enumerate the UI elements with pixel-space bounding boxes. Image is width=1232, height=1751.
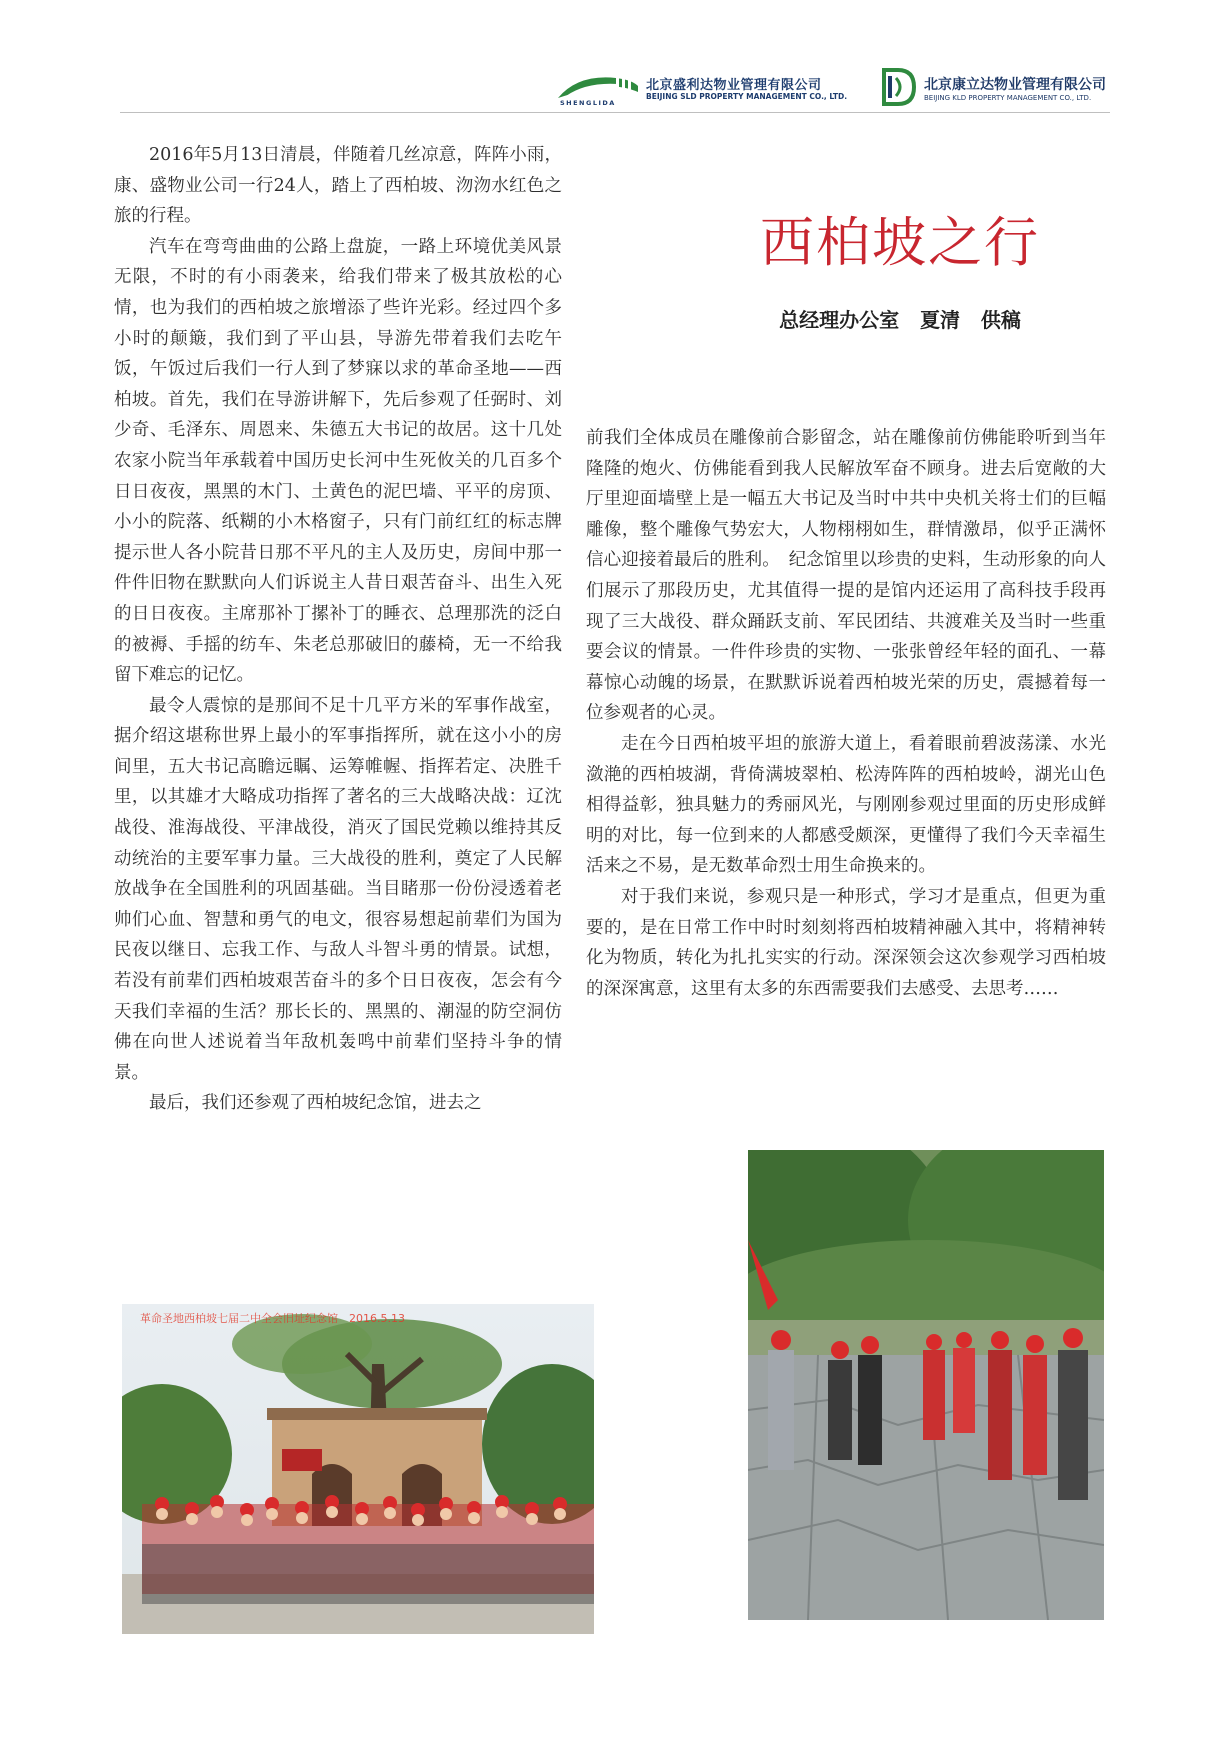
article-byline: 总经理办公室 夏清 供稿 [779,308,1021,332]
sld-company-logo [556,72,856,108]
paragraph: 最令人震惊的是那间不足十几平方米的军事作战室，据介绍这堪称世界上最小的军事指挥所，就在这小小的房间里，五大书记高瞻远瞩、运筹帷幄、指挥若定、决胜千里，以其雄才大略成功指挥了著名的三大战略决战：辽沈战役、淮海战役、平津战役，消灭了国民党赖以维持其反动统治的主要军事力量。三大战役的胜利，奠定了人民解放战争在全国胜利的巩固基础。当目睹那一份份浸透着老帅们心血、智慧和勇气的电文，很容易想起前辈们为国为民夜以继日、忘我工作、与敌人斗智斗勇的情景。试想，若没有前辈们西柏坡艰苦奋斗的多个日日夜夜，怎会有今天我们幸福的生活？那长长的、黑黑的、潮湿的防空洞仿佛在向世人述说着当年敌机轰鸣中前辈们坚持斗争的情景。 [114,695,562,1083]
svg-text:SHENGLIDA: SHENGLIDA [560,99,616,106]
group-photo-image [122,1304,594,1634]
paragraph: 前我们全体成员在雕像前合影留念，站在雕像前仿佛能聆听到当年隆隆的炮火、仿佛能看到我人民解放军奋不顾身。进去后宽敞的大厅里迎面墙壁上是一幅五大书记及当时中共中央机关将士们的巨幅雕像，整个雕像气势宏大，人物栩栩如生，群情激昂，似乎正满怀信心迎接着最后的胜利。 纪念馆里以珍贵的史料，生动形象的向人们展示了那段历史，尤其值得一提的是馆内还运用了高科技手段再现了三大战役、群众踊跃支前、军民团结、共渡难关及当时一些重要会议的情景。一件件珍贵的实物、一张张曾经年轻的面孔、一幕幕惊心动魄的场景，在默默诉说着西柏坡光荣的历史，震撼着每一位参观者的心灵。 [586,428,1106,724]
kld-company-logo [878,66,1112,110]
paragraph: 走在今日西柏坡平坦的旅游大道上，看着眼前碧波荡漾、水光潋滟的西柏坡湖，背倚满坡翠柏、松涛阵阵的西柏坡岭，湖光山色相得益彰，独具魅力的秀丽风光，与刚刚参观过里面的历史形成鲜明的对比，每一位到来的人都感受颇深，更懂得了我们今天幸福生活来之不易，是无数革命烈士用生命换来的。 [586,733,1106,877]
plaza-photo-image [748,1150,1104,1620]
paragraph: 汽车在弯弯曲曲的公路上盘旋，一路上环境优美风景无限，不时的有小雨袭来，给我们带来了极其放松的心情，也为我们的西柏坡之旅增添了些许光彩。经过四个多小时的颠簸，我们到了平山县，导游先带着我们去吃午饭，午饭过后我们一行人到了梦寐以求的革命圣地——西柏坡。首先，我们在导游讲解下，先后参观了任弼时、刘少奇、毛泽东、周恩来、朱德五大书记的故居。这十几处农家小院当年承载着中国历史长河中生死攸关的几百多个日日夜夜，黑黑的木门、土黄色的泥巴墙、平平的房顶、小小的院落、纸糊的小木格窗子，只有门前红红的标志牌提示世人各小院昔日那不平凡的主人及历史，房间中那一件件旧物在默默向人们诉说主人昔日艰苦奋斗、出生入死的日日夜夜。主席那补丁摞补丁的睡衣、总理那洗的泛白的被褥、手摇的纺车、朱老总那破旧的藤椅，无一不给我留下难忘的记忆。 [114,236,562,686]
kld-company-name-cn: 北京康立达物业管理有限公司 [924,77,1106,93]
sld-logo-icon [556,72,640,106]
kld-logo-icon [878,66,918,108]
sld-company-name-en: BEIJING SLD PROPERTY MANAGEMENT CO., LTD. [646,92,848,101]
photo-caption: 革命圣地西柏坡七届二中全会旧址纪念馆 2016.5.13 [140,1312,405,1325]
plaza-photo [748,1150,1104,1620]
article-title: 西柏坡之行 [760,211,1040,274]
paragraph: 2016年5月13日清晨，伴随着几丝凉意，阵阵小雨，康、盛物业公司一行24人，踏上了西柏坡、沕沕水红色之旅的行程。 [114,145,562,227]
left-text-column [114,140,562,1119]
paragraph: 对于我们来说，参观只是一种形式，学习才是重点，但更为重要的，是在日常工作中时时刻刻将西柏坡精神融入其中，将精神转化为物质，转化为扎扎实实的行动。深深领会这次参观学习西柏坡的深深寓意，这里有太多的东西需要我们去感受、去思考…… [586,886,1106,999]
header-divider [120,112,1110,113]
right-text-column [586,423,1106,1004]
kld-company-name-en: BEIJING KLD PROPERTY MANAGEMENT CO., LTD. [924,94,1092,102]
sld-company-name-cn: 北京盛利达物业管理有限公司 [646,78,822,93]
paragraph: 最后，我们还参观了西柏坡纪念馆，进去之 [149,1093,482,1114]
group-photo [122,1304,594,1634]
